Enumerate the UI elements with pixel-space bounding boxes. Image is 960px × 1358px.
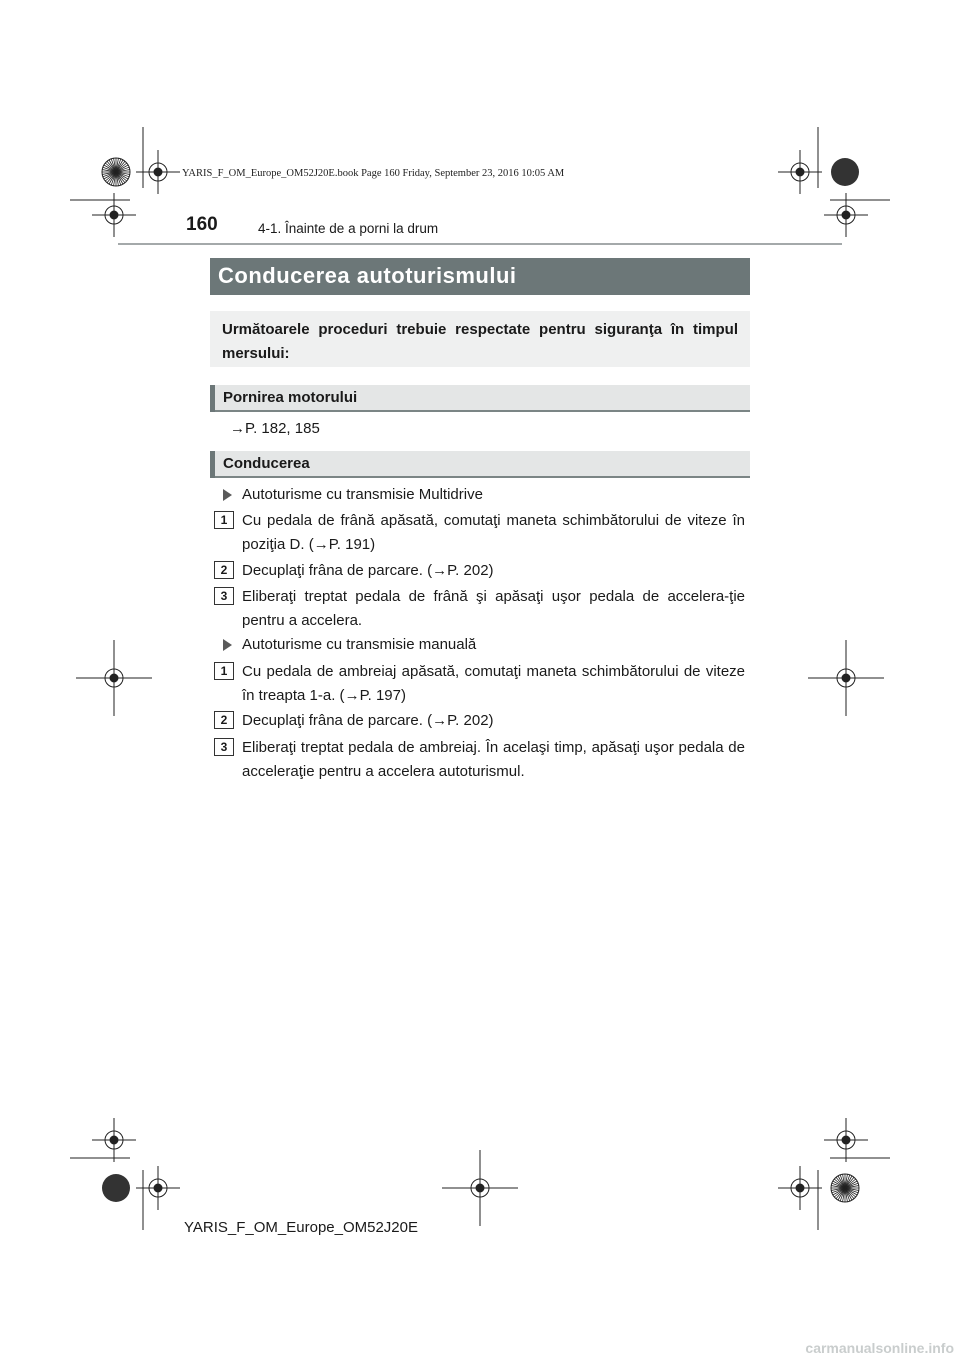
book-info: YARIS_F_OM_Europe_OM52J20E.book Page 160 Friday, September 23, 2016 10:05 AM [182, 168, 565, 179]
start-engine-reference[interactable] [230, 417, 320, 441]
header-divider [118, 243, 842, 245]
page-title: Conducerea autoturismului [210, 258, 750, 295]
arrow-icon: → [230, 420, 245, 437]
intro-box: Următoarele proceduri trebuie respectate pentru siguranţa în timpul mersului: [210, 311, 750, 367]
multidrive-label: Autoturisme cu transmisie Multidrive [242, 486, 483, 503]
multidrive-step-1: Cu pedala de frână apăsată, comutaţi maneta schimbătorului de viteze în poziţia D. (→P. 191) [242, 512, 745, 553]
subheading-driving: Conducerea [210, 451, 750, 478]
page-number: 160 [186, 214, 218, 235]
subheading-start-engine: Pornirea motorului [210, 385, 750, 412]
triangle-bullet-icon [223, 489, 232, 501]
arrow-icon: → [313, 536, 329, 553]
arrow-icon: → [432, 712, 448, 729]
triangle-bullet-icon [223, 639, 232, 651]
step-number-badge: 3 [214, 738, 234, 756]
multidrive-step-2: Decuplaţi frâna de parcare. (→P. 202) [242, 562, 494, 579]
arrow-icon: → [432, 562, 448, 579]
step-number-badge: 2 [214, 561, 234, 579]
manual-label: Autoturisme cu transmisie manuală [242, 636, 477, 653]
footer-doc-id: YARIS_F_OM_Europe_OM52J20E [184, 1219, 419, 1236]
step-number-badge: 1 [214, 511, 234, 529]
step-number-badge: 3 [214, 587, 234, 605]
step-number-badge: 1 [214, 662, 234, 680]
step-number-badge: 2 [214, 711, 234, 729]
page-ref: P. 182, 185 [245, 420, 320, 437]
multidrive-step-3: Eliberaţi treptat pedala de frână şi apăsaţi uşor pedala de accelera-ţie pentru a accelera. [242, 588, 745, 629]
arrow-icon: → [344, 687, 360, 704]
manual-step-1: Cu pedala de ambreiaj apăsată, comutaţi maneta schimbătorului de viteze în treapta 1-a. (→P. 197) [242, 663, 745, 704]
watermark: carmanualsonline.info [805, 1340, 954, 1356]
manual-step-3: Eliberaţi treptat pedala de ambreiaj. În acelaşi timp, apăsaţi uşor pedala de acceleraţie pentru a accelera autoturismul. [242, 739, 745, 780]
section-breadcrumb: 4-1. Înainte de a porni la drum [258, 221, 439, 236]
manual-step-2: Decuplaţi frâna de parcare. (→P. 202) [242, 712, 494, 729]
